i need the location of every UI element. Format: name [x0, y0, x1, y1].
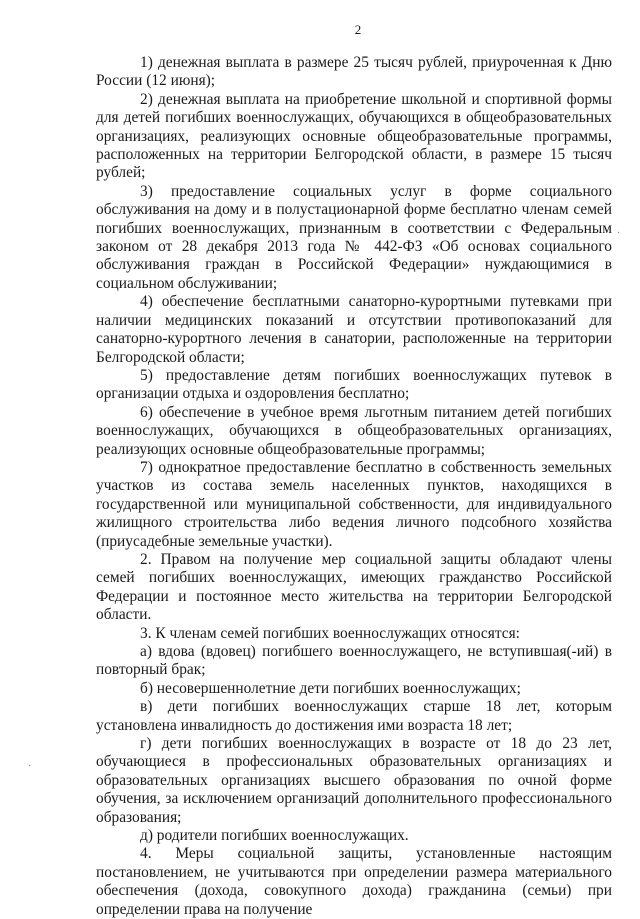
paragraph-item-7: 7) однократное предоставление бесплатно в собственность земельных участков из состава земель населенных пунктов, находящихся в государственной или муниципальной собственности, для индивидуального жилищного строительства либо ведения личного подсобного хозяйства (приусадебные земельные участки). [96, 458, 612, 550]
paragraph-subitem-v: в) дети погибших военнослужащих старше 18 лет, которым установлена инвалидность до достижения ими возраста 18 лет; [96, 698, 612, 734]
paragraph-item-5: 5) предоставление детям погибших военнослужащих путевок в организации отдыха и оздоровления бесплатно; [96, 366, 612, 403]
scan-speck: · [617, 228, 621, 239]
page-number: 2 [354, 22, 362, 37]
paragraph-item-3: 3) предоставление социальных услуг в форме социального обслуживания на дому и в полустационарной форме бесплатно членам семей погибших военнослужащих, признанным в соответствии с Федеральным законом от 28 декабря 2013 года № 442-ФЗ «Об основах социального обслуживания граждан в Российской Федерации» нуждающимися в социальном обслуживании; [96, 182, 612, 292]
paragraph-subitem-d: д) родители погибших военнослужащих. [140, 827, 409, 845]
paragraph-section-4: 4. Меры социальной защиты, установленные настоящим постановлением, не учитываются при определении размера материального обеспечения (дохода, совокупного дохода) гражданина (семьи) при определении права на получение [96, 845, 612, 918]
paragraph-item-6: 6) обеспечение в учебное время льготным питанием детей погибших военнослужащих, обучающихся в общеобразовательных организациях, реализующих основные общеобразовательные программы; [96, 403, 612, 458]
paragraph-subitem-b: б) несовершеннолетние дети погибших военнослужащих; [140, 679, 521, 697]
paragraph-section-3: 3. К членам семей погибших военнослужащих относятся: [140, 624, 520, 642]
paragraph-section-2: 2. Правом на получение мер социальной защиты обладают члены семей погибших военнослужащих, имеющих гражданство Российской Федерации и постоянное место жительства на территории Белгородской области. [96, 550, 612, 624]
paragraph-item-2: 2) денежная выплата на приобретение школьной и спортивной формы для детей погибших военнослужащих, обучающихся в общеобразовательных организациях, реализующих основные общеобразовательные программы, расположенных на территории Белгородской области, в размере 15 тысяч рублей; [96, 90, 612, 182]
paragraph-subitem-a: а) вдова (вдовец) погибшего военнослужащего, не вступившая(-ий) в повторный брак; [96, 643, 612, 679]
paragraph-subitem-g: г) дети погибших военнослужащих в возрасте от 18 до 23 лет, обучающиеся в профессиональных образовательных организациях и образовательных организациях высшего образования по очной форме обучения, за исключением организаций дополнительного профессионального образования; [96, 735, 612, 826]
paragraph-item-4: 4) обеспечение бесплатными санаторно-курортными путевками при наличии медицинских показаний и отсутствии противопоказаний для санаторно-курортного лечения в санатории, расположенные на территории Белгородской области; [96, 293, 612, 366]
paragraph-item-1: 1) денежная выплата в размере 25 тысяч рублей, приуроченная к Дню России (12 июня); [96, 54, 612, 90]
scan-speck: · [28, 761, 32, 772]
